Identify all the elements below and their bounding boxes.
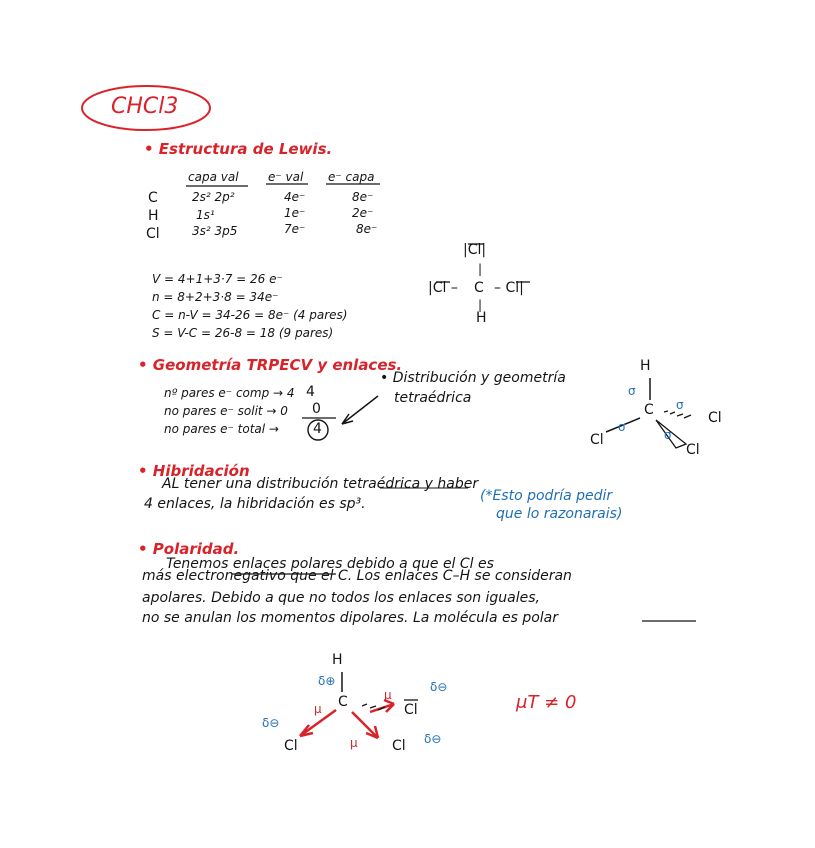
table-row-ecapa: 8e⁻ <box>356 222 378 236</box>
pairs-value: 0 <box>312 401 321 417</box>
calc-line: V = 4+1+3·7 = 26 e⁻ <box>152 272 283 286</box>
table-row-ecapa: 2e⁻ <box>352 206 374 220</box>
polarity-line: más electronegativo que el C. Los enlaces C–H se consideran <box>142 568 572 584</box>
lewis-cl-left: |Cl – <box>428 280 458 296</box>
table-row-el: C <box>148 190 158 206</box>
pairs-line: no pares e⁻ solit → 0 <box>164 404 288 418</box>
lewis-bond-bottom: | <box>478 298 483 312</box>
lewis-carbon: C <box>474 280 484 296</box>
sigma-label: σ <box>664 428 672 442</box>
table-row-capa: 3s² 3p5 <box>192 224 238 238</box>
page-title: CHCl3 <box>111 94 179 119</box>
heading-polarity: • Polaridad. <box>138 540 240 558</box>
calc-line: n = 8+2+3·8 = 34e⁻ <box>152 290 279 304</box>
polar-h: H <box>332 652 343 668</box>
polar-cl: Cl <box>284 738 298 754</box>
mu-label: μ <box>314 702 322 716</box>
geometry-note: • Distribución y geometría <box>380 370 566 386</box>
sigma-label: σ <box>628 384 636 398</box>
delta-plus-h: δ⊕ <box>318 674 336 688</box>
lewis-cl-top: |Cl| <box>463 242 487 258</box>
sigma-label: σ <box>676 398 684 412</box>
hybrid-note: (*Esto podría pedir <box>480 488 613 504</box>
dipole-arrow-right <box>352 712 378 738</box>
hybrid-note: que lo razonarais) <box>496 506 623 522</box>
geom-c: C <box>644 402 654 418</box>
geom-cl: Cl <box>686 442 700 458</box>
sigma-label: σ <box>618 420 626 434</box>
polar-cl: Cl <box>404 702 418 718</box>
table-row-eval: 1e⁻ <box>284 206 306 220</box>
geom-cl: Cl <box>708 410 722 426</box>
table-header-capa: capa val <box>188 170 239 184</box>
polarity-line: apolares. Debido a que no todos los enlaces son iguales, <box>142 590 540 606</box>
delta-minus: δ⊖ <box>262 716 280 730</box>
geom-h: H <box>640 358 651 374</box>
geom-cl: Cl <box>590 432 604 448</box>
heading-geometry: • Geometría TRPECV y enlaces. <box>138 356 403 374</box>
table-row-eval: 7e⁻ <box>284 222 306 236</box>
table-header-ecapa: e⁻ capa <box>328 170 375 184</box>
dipole-result: μT ≠ 0 <box>516 692 577 713</box>
pairs-line: nº pares e⁻ comp → 4 <box>164 386 295 400</box>
lewis-bond-top: | <box>478 262 483 276</box>
lewis-hydrogen: H <box>476 310 487 326</box>
delta-minus: δ⊖ <box>424 732 442 746</box>
geometry-note: tetraédrica <box>394 390 472 406</box>
table-row-capa: 2s² 2p² <box>192 190 235 204</box>
table-row-el: Cl <box>146 226 160 242</box>
polar-cl: Cl <box>392 738 406 754</box>
pairs-arrow <box>342 396 378 424</box>
lewis-cl-right: – Cl| <box>494 280 524 296</box>
calc-line: S = V-C = 26-8 = 18 (9 pares) <box>152 326 334 340</box>
table-row-eval: 4e⁻ <box>284 190 306 204</box>
pairs-value: 4 <box>313 421 322 437</box>
polar-c: C <box>338 694 348 710</box>
hybrid-line: AL tener una distribución tetraédrica y haber <box>162 476 479 492</box>
bond-c-cl-dash <box>664 411 691 418</box>
polarity-line: Tenemos enlaces polares debido a que el Cl es <box>166 556 494 572</box>
polarity-line: no se anulan los momentos dipolares. La molécula es polar <box>142 610 559 626</box>
table-row-ecapa: 8e⁻ <box>352 190 374 204</box>
heading-lewis: • Estructura de Lewis. <box>144 140 333 158</box>
hybrid-line: 4 enlaces, la hibridación es sp³. <box>144 496 366 512</box>
table-row-capa: 1s¹ <box>196 208 215 222</box>
heading-hybridization: • Hibridación <box>138 462 250 480</box>
pairs-line: no pares e⁻ total → <box>164 422 279 436</box>
pairs-value: 4 <box>306 384 315 400</box>
mu-label: μ <box>384 688 392 702</box>
mu-label: μ <box>350 736 358 750</box>
delta-minus: δ⊖ <box>430 680 448 694</box>
table-header-eval: e⁻ val <box>268 170 304 184</box>
table-row-el: H <box>148 208 159 224</box>
calc-line: C = n-V = 34-26 = 8e⁻ (4 pares) <box>152 308 348 322</box>
